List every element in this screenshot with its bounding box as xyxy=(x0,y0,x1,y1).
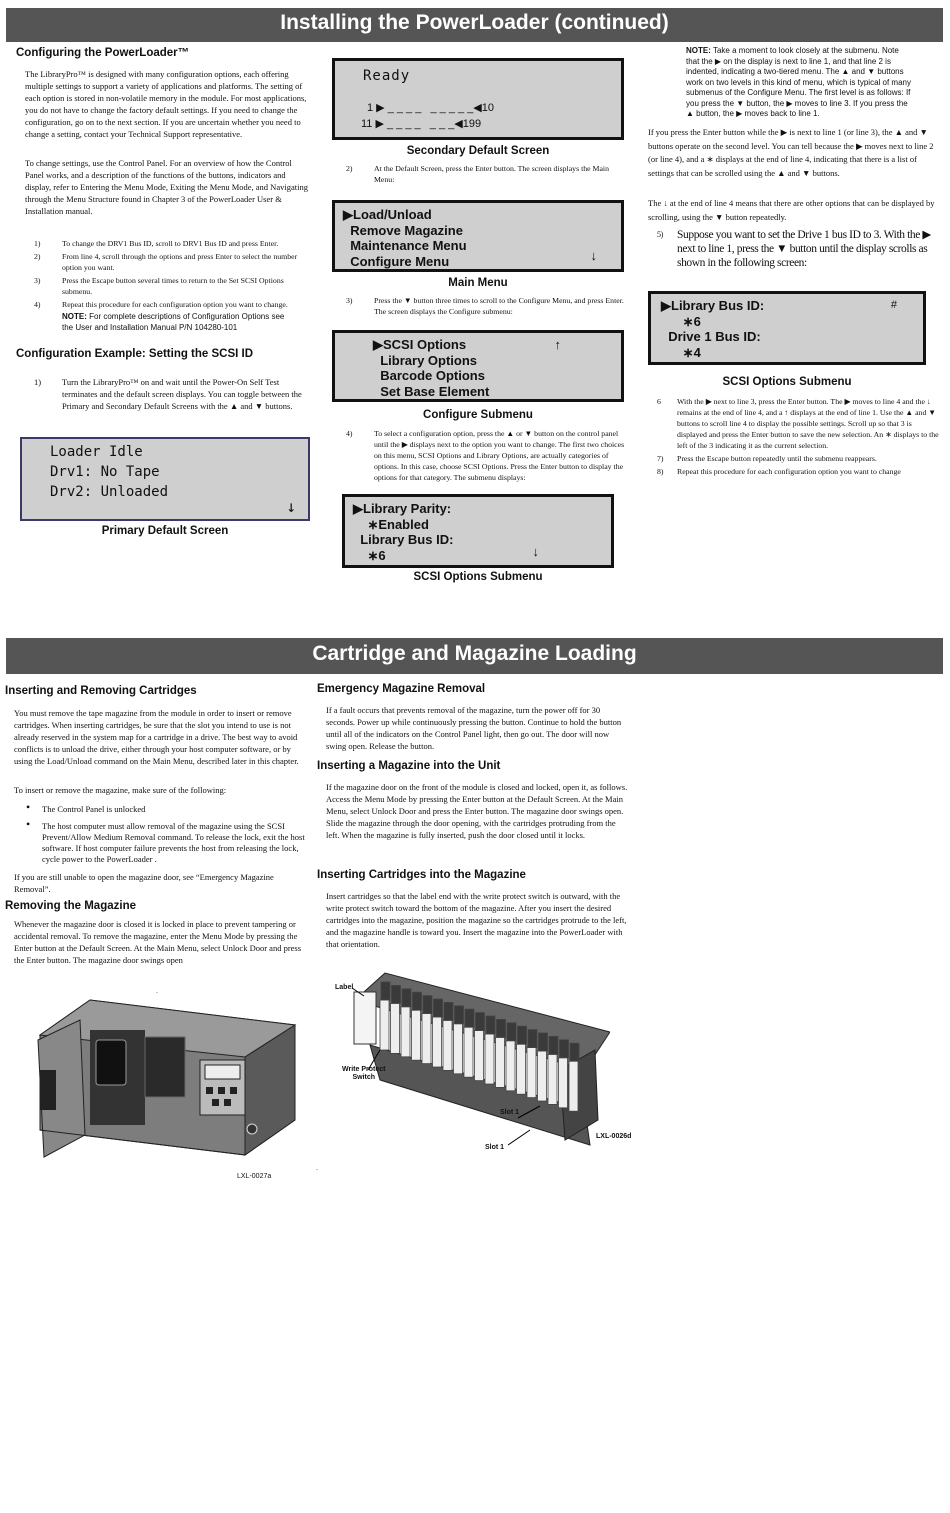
emergency-heading: Emergency Magazine Removal xyxy=(317,683,486,695)
magazine-illustration xyxy=(340,970,610,1155)
conditions-list xyxy=(24,804,310,871)
figure-code: LXL-0026d xyxy=(596,1133,632,1140)
list-item: 6 With the ▶ next to line 3, press the Enter button. The ▶ moves to line 4 and the ↓ remains at the end of line 4, and a ↑ displays at the end of line 1. Use the ▲ and ▼ buttons to scroll line 4 to display the possible settings. Scroll up so that 3 is displayed and press the Enter button to save the new selection. An ∗ displays to the left of the 3 indicating it as the current selection. xyxy=(657,397,939,450)
scroll-down-arrow: ↓ xyxy=(532,543,539,559)
configuring-para-1: The LibraryPro™ is designed with many configuration options, each offering multiple settings to support a variety of applications and platforms. The setting of each option is stored in non-volatile memory in the module. For most applications, you do not have to change the factory default settings. If you need to change the configuration, go on to the next section. If you are uncertain whether you need to change a setting, contact your Technical Support representative. xyxy=(25,69,307,139)
note-label: NOTE: xyxy=(62,312,87,321)
lcd-line: 11 ▶ _ _ _ _ _ _ _◀199 xyxy=(361,118,482,130)
lcd-line: ▶Library Parity: xyxy=(353,501,452,516)
configuring-steps xyxy=(34,238,312,312)
secondary-default-screen xyxy=(332,58,624,140)
cartridge-top xyxy=(413,992,422,1010)
cartridge-top xyxy=(434,999,443,1017)
lcd-line: Library Bus ID: xyxy=(353,532,454,547)
list-item: 4) Repeat this procedure for each configuration option you want to change. xyxy=(34,300,288,309)
configure-caption: Configure Submenu xyxy=(423,409,533,421)
inserting-para-3: If you are still unable to open the magazine door, see “Emergency Magazine Removal”. xyxy=(14,872,274,894)
example-heading: Configuration Example: Setting the SCSI ID xyxy=(16,348,254,360)
cartridge xyxy=(538,1051,547,1101)
lcd-line: ∗6 xyxy=(353,547,386,563)
emergency-para: If a fault occurs that prevents removal of the magazine, turn the power off for 30 seconds. Power up while continuously pressing the button. Continue to hold the button until all of the indicators on the Control Panel light, then go out. The door will now swing open. Release the button. xyxy=(326,705,622,751)
lcd-line: Set Base Element xyxy=(373,383,490,399)
cartridge-top xyxy=(507,1023,516,1041)
list-item: 3) Press the Escape button several times to return to the Set SCSI Options submenu. xyxy=(34,276,284,296)
cartridge xyxy=(380,1000,389,1050)
cartridge-top xyxy=(392,985,401,1003)
lcd-line: Loader Idle xyxy=(50,444,143,460)
list-item: • The Control Panel is unlocked xyxy=(24,804,310,815)
magazine xyxy=(96,1040,126,1085)
powerloader-illustration xyxy=(30,995,300,1170)
slot-first-callout: Slot 1 xyxy=(485,1144,505,1151)
list-item: 2) From line 4, scroll through the options and press Enter to select the number option you want. xyxy=(34,252,298,272)
step-2 xyxy=(346,163,624,187)
list-item: 8) Repeat this procedure for each configuration option you want to change xyxy=(657,467,901,476)
door-handle xyxy=(40,1070,56,1110)
cartridge xyxy=(475,1031,484,1081)
cartridge-top xyxy=(528,1030,537,1048)
cartridge xyxy=(485,1034,494,1084)
configure-submenu-screen xyxy=(332,330,624,402)
lcd-title: Ready xyxy=(363,68,411,84)
slot-last-callout: Slot 1 xyxy=(500,1109,520,1116)
scsi-options-caption: SCSI Options Submenu xyxy=(413,571,543,583)
cartridge xyxy=(559,1058,568,1108)
cartridge-top xyxy=(444,1002,453,1020)
lcd-line: Maintenance Menu xyxy=(343,238,467,253)
cartridge-top xyxy=(423,996,432,1014)
scsi-options-screen xyxy=(342,494,614,568)
cartridge-top xyxy=(539,1033,548,1051)
cartridge xyxy=(464,1027,473,1077)
lcd-line: ▶Load/Unload xyxy=(343,207,432,222)
cartridge xyxy=(391,1003,400,1053)
configuring-heading: Configuring the PowerLoader™ xyxy=(16,47,190,59)
submenu-para-1: If you press the Enter button while the ▶ is next to line 1 (or line 3), the ▲ and ▼ buttons operate on the second level. You can tell because the ▶ moves next to line 2 (or line 4), and a ∗ displays at the end of line 4, indicating that there is a list of settings that can be scrolled using the ▲ and ▼ buttons. xyxy=(648,127,934,178)
bottom-banner: Cartridge and Magazine Loading xyxy=(6,638,943,674)
secondary-caption: Secondary Default Screen xyxy=(406,145,550,157)
inserting-para-2: To insert or remove the magazine, make sure of the following: xyxy=(14,785,227,795)
cursor-hash: # xyxy=(890,299,897,311)
write-protect-line-1: Write Protect xyxy=(342,1066,386,1073)
scsi-options-caption-2: SCSI Options Submenu xyxy=(722,376,852,388)
figure-label: LXL-0027a xyxy=(237,1173,272,1180)
list-item: 5) Suppose you want to set the Drive 1 bus ID to 3. With the ▶ next to line 1, press the ▼ button until the display scrolls as shown in the following screen: xyxy=(657,229,931,269)
lcd-line: Drv2: Unloaded xyxy=(50,484,169,500)
scsi-options-screen-2 xyxy=(648,291,926,365)
cartridge xyxy=(433,1017,442,1067)
cartridge xyxy=(443,1020,452,1070)
cartridge-top xyxy=(381,982,390,1000)
inserting-cartridges-para: Insert cartridges so that the label end with the write protect switch is outward, with the write protect switch toward the bottom of the magazine. After you insert the desired cartridges into the magazine, position the magazine so the cartridges protrude to the left, and the magazine handle is toward you. Insert the magazine into the PowerLoader with that orientation. xyxy=(326,891,627,949)
cartridge xyxy=(401,1007,410,1057)
lcd-line: Drive 1 Bus ID: xyxy=(661,329,761,344)
configuring-note xyxy=(62,312,297,333)
top-banner: Installing the PowerLoader (continued) xyxy=(6,8,943,42)
power-switch xyxy=(247,1124,257,1134)
cartridge xyxy=(527,1048,536,1098)
lcd-line: Configure Menu xyxy=(343,253,450,269)
steps-6-8 xyxy=(657,396,939,479)
panel-button xyxy=(218,1087,225,1094)
list-item: 2) At the Default Screen, press the Enter button. The screen displays the Main Menu: xyxy=(346,164,609,184)
cartridge xyxy=(548,1054,557,1104)
lcd-line: ∗6 xyxy=(661,313,701,329)
removing-para: Whenever the magazine door is closed it is locked in place to prevent tampering or accidental removal. To remove the magazine, enter the Menu Mode by pressing the Enter button at the Default Screen. At the Main Menu, select Unlock Door and press the Enter button. The magazine door swings open xyxy=(14,919,302,965)
example-steps xyxy=(34,376,312,414)
cartridge-top xyxy=(549,1036,558,1054)
submenu-para-2: The ↓ at the end of line 4 means that there are other options that can be displayed by scrolling, using the ▼ button repeatedly. xyxy=(648,198,935,222)
lcd-line: Remove Magazine xyxy=(343,222,463,238)
configuring-para-2: To change settings, use the Control Panel. For an overview of how the Control Panel works, and a description of the functions of the buttons, indicators and display, refer to Entering the Menu Mode, Exiting the Menu Mode, and Navigating through the Menu Structure found in Chapter 3 of the PowerLoader User & Installation manual. xyxy=(25,158,308,216)
slot1-pointer xyxy=(508,1130,530,1145)
lcd-line: Library Options xyxy=(373,352,478,368)
lcd-line: ∗Enabled xyxy=(353,516,429,532)
panel-display xyxy=(205,1065,240,1079)
lcd-line: 1 ▶ _ _ _ _ _ _ _ _ _◀10 xyxy=(367,102,495,114)
cartridge-top xyxy=(560,1040,569,1058)
list-item: 3) Press the ▼ button three times to scroll to the Configure Menu, and press Enter. The screen displays the Configure submenu: xyxy=(346,296,624,316)
list-item: 1) Turn the LibraryPro™ on and wait until the Power-On Self Test terminates and the default screen displays. You can toggle between the Primary and Secondary Default Screens with the ▲ and ▼ buttons. xyxy=(34,377,302,411)
cartridge xyxy=(454,1024,463,1074)
panel-button xyxy=(206,1087,213,1094)
cartridge-top xyxy=(465,1009,474,1027)
cartridge xyxy=(506,1041,515,1091)
cartridge-top xyxy=(455,1006,464,1024)
panel-button xyxy=(230,1087,237,1094)
note-text: For complete descriptions of Configuration Options see the User and Installation Manual P/N 104280-101 xyxy=(62,312,285,332)
write-protect-callout xyxy=(342,1066,385,1082)
inserting-cartridges-heading: Inserting Cartridges into the Magazine xyxy=(317,869,526,881)
cartridge xyxy=(569,1061,578,1111)
write-protect-line-2: Switch xyxy=(352,1074,375,1081)
inserting-para-1: You must remove the tape magazine from the module in order to insert or remove cartridges. When inserting cartridges, be sure that the slot you intend to use is not already reserved in the system map for a cartridge in a drive. The best way to avoid conflicts is to unload the drive, either through your host computer software, or by using the Load/Unload command on the Main Menu, described later in this chapter. xyxy=(14,708,299,766)
inserting-magazine-heading: Inserting a Magazine into the Unit xyxy=(317,760,501,772)
figure-dot: . xyxy=(316,1165,318,1172)
note-text: Take a moment to look closely at the submenu. Note that the ▶ on the display is next to line 1, and that line 2 is indented, indicating a two-tiered menu. The ▲ and ▼ buttons work on two levels in this kind of menu, which is typical of many submenus of the Configure Menu. The first level is as follows: If you press the ▼ button, the ▶ moves to line 3. If you press the ▲ button, the ▶ moves back to line 1. xyxy=(686,46,911,118)
panel-button xyxy=(212,1099,219,1106)
main-menu-screen xyxy=(332,200,624,272)
cartridge-top xyxy=(476,1013,485,1031)
cartridge xyxy=(412,1010,421,1060)
cartridge xyxy=(517,1044,526,1094)
first-cartridge xyxy=(354,992,376,1044)
panel-button xyxy=(224,1099,231,1106)
figure-dot: . xyxy=(156,988,158,995)
note-label: NOTE: xyxy=(686,46,711,55)
cartridge-top xyxy=(570,1043,579,1061)
cartridge-top xyxy=(518,1026,527,1044)
cartridge xyxy=(496,1037,505,1087)
removing-magazine-heading: Removing the Magazine xyxy=(5,900,136,912)
lcd-line: ∗4 xyxy=(661,344,701,360)
lcd-line: Barcode Options xyxy=(373,368,485,383)
list-item: 4) To select a configuration option, press the ▲ or ▼ button on the control panel until the ▶ displays next to the option you want to change. The first two choices on this menu, SCSI Options and Library Options, are actually categories of options. In this case, choose SCSI Options. Press the Enter button to display the options for that category. The submenu displays: xyxy=(346,429,625,482)
cartridge xyxy=(422,1014,431,1064)
submenu-note xyxy=(686,46,914,120)
list-item: • The host computer must allow removal of the magazine using the SCSI Prevent/Allow Medium Removal command. To release the lock, exit the host software. If host computer failure prevents the host from releasing the lock, cycle power to the PowerLoader . xyxy=(24,821,310,865)
lcd-line: Drv1: No Tape xyxy=(50,464,160,480)
primary-default-screen xyxy=(20,437,310,521)
cartridge-top xyxy=(402,989,411,1007)
drive-bay xyxy=(145,1037,185,1097)
scroll-up-arrow: ↑ xyxy=(554,337,561,352)
label-callout: Label xyxy=(335,984,354,991)
scroll-down-arrow: ↓ xyxy=(286,497,296,516)
cartridge-top xyxy=(497,1019,506,1037)
lcd-line: ▶SCSI Options xyxy=(373,337,467,352)
list-item: 1) To change the DRV1 Bus ID, scroll to DRV1 Bus ID and press Enter. xyxy=(34,239,279,248)
cartridge-top xyxy=(486,1016,495,1034)
inserting-magazine-para: If the magazine door on the front of the module is closed and locked, open it, as follows. Access the Menu Mode by pressing the Enter button at the Default Screen. At the Main Menu, select Unlock Door and press the Enter button. The magazine door swings open. Slide the magazine through the door opening, with the cartridges protruding from the left. When the magazine is fully inserted, push the door closed until it locks. xyxy=(326,782,628,840)
list-item: 7) Press the Escape button repeatedly until the submenu reappears. xyxy=(657,454,877,463)
primary-caption: Primary Default Screen xyxy=(101,525,229,537)
lcd-line: ▶Library Bus ID: xyxy=(661,298,765,313)
step-4 xyxy=(346,428,626,485)
inserting-removing-heading: Inserting and Removing Cartridges xyxy=(5,685,197,697)
step-3 xyxy=(346,295,624,319)
scroll-down-arrow: ↓ xyxy=(590,247,597,263)
step-5 xyxy=(657,228,937,272)
main-menu-caption: Main Menu xyxy=(448,277,508,289)
